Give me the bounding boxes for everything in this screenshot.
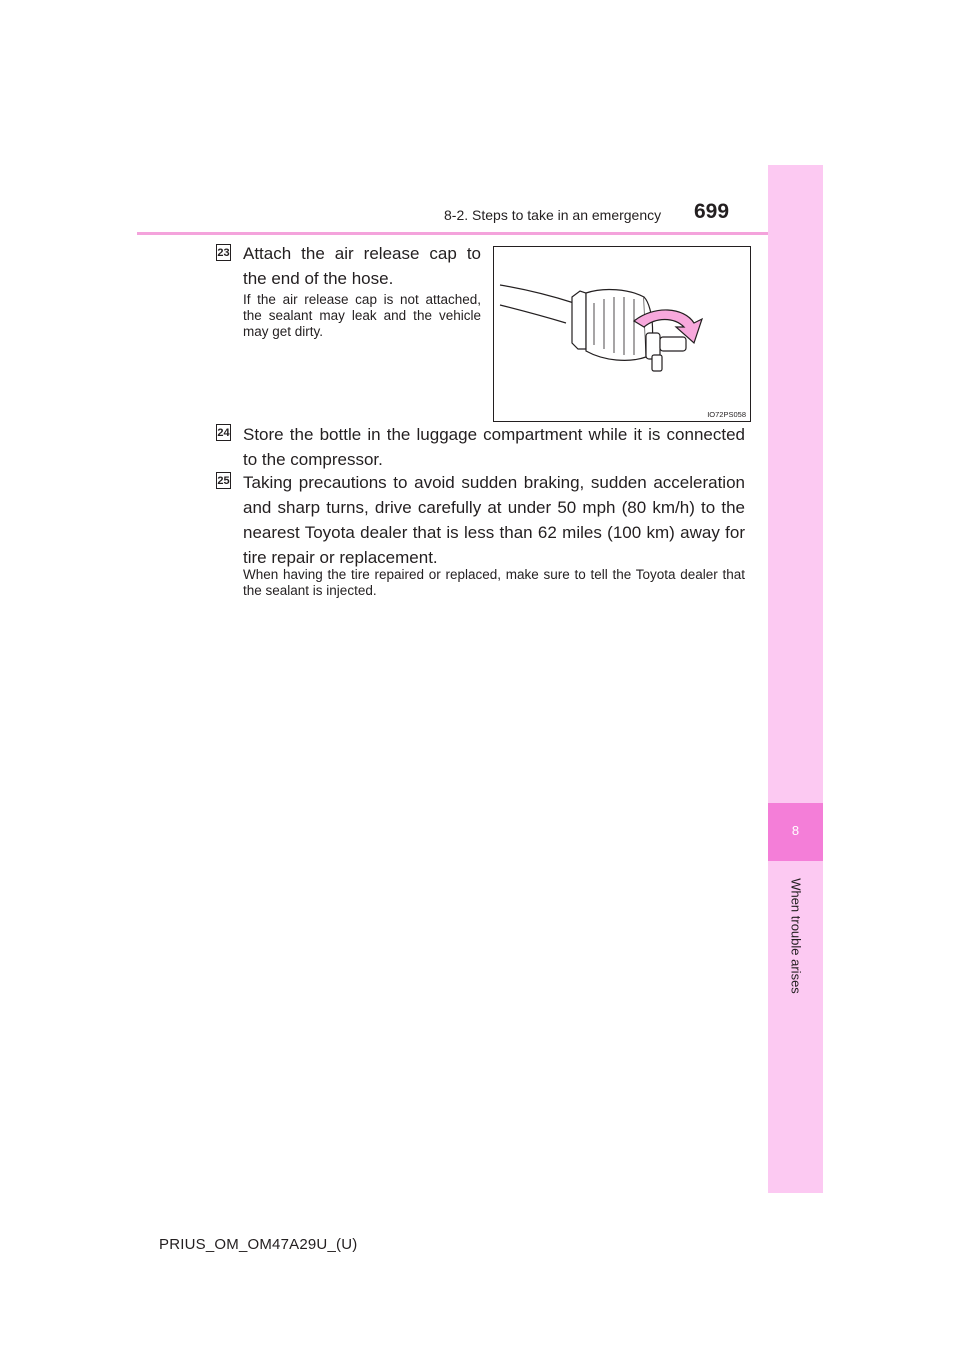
- hose-lower-edge: [500, 305, 566, 323]
- cap-body: [586, 290, 646, 361]
- cap-rear-ring: [572, 291, 586, 349]
- step-number-badge: 24: [216, 424, 231, 441]
- chapter-side-tab: [768, 165, 823, 1193]
- chapter-number: 8: [791, 823, 800, 838]
- cap-nozzle-tip: [660, 337, 686, 351]
- document-code: PRIUS_OM_OM47A29U_(U): [159, 1236, 358, 1253]
- hose-cap-illustration: [494, 247, 750, 421]
- page-number: 699: [694, 200, 730, 223]
- step-24-text: Store the bottle in the luggage compartment while it is connected to the compressor.: [243, 425, 745, 469]
- section-title: 8-2. Steps to take in an emergency: [444, 207, 662, 223]
- chapter-title: When trouble arises: [788, 878, 804, 994]
- air-release-cap-figure: [493, 246, 751, 422]
- step-number-badge: 25: [216, 472, 231, 489]
- step-25-text: Taking precautions to avoid sudden braking, sudden acceleration and sharp turns, drive carefully at under 50 mph (80 km/h) to the nearest Toyota dealer that is less than 62 miles (100 km) away for tire repair or replacement.: [243, 473, 745, 567]
- hose-upper-edge: [500, 285, 574, 303]
- step-23-text: Attach the air release cap to the end of the hose.: [243, 244, 481, 288]
- header-divider: [137, 232, 823, 235]
- figure-code: IO72PS058: [707, 410, 746, 419]
- step-25-note: When having the tire repaired or replaced, make sure to tell the Toyota dealer that the sealant is injected.: [243, 567, 745, 598]
- step-23-note: If the air release cap is not attached, the sealant may leak and the vehicle may get dirty.: [243, 292, 481, 339]
- cap-nozzle-lower: [652, 355, 662, 371]
- step-number-badge: 23: [216, 244, 231, 261]
